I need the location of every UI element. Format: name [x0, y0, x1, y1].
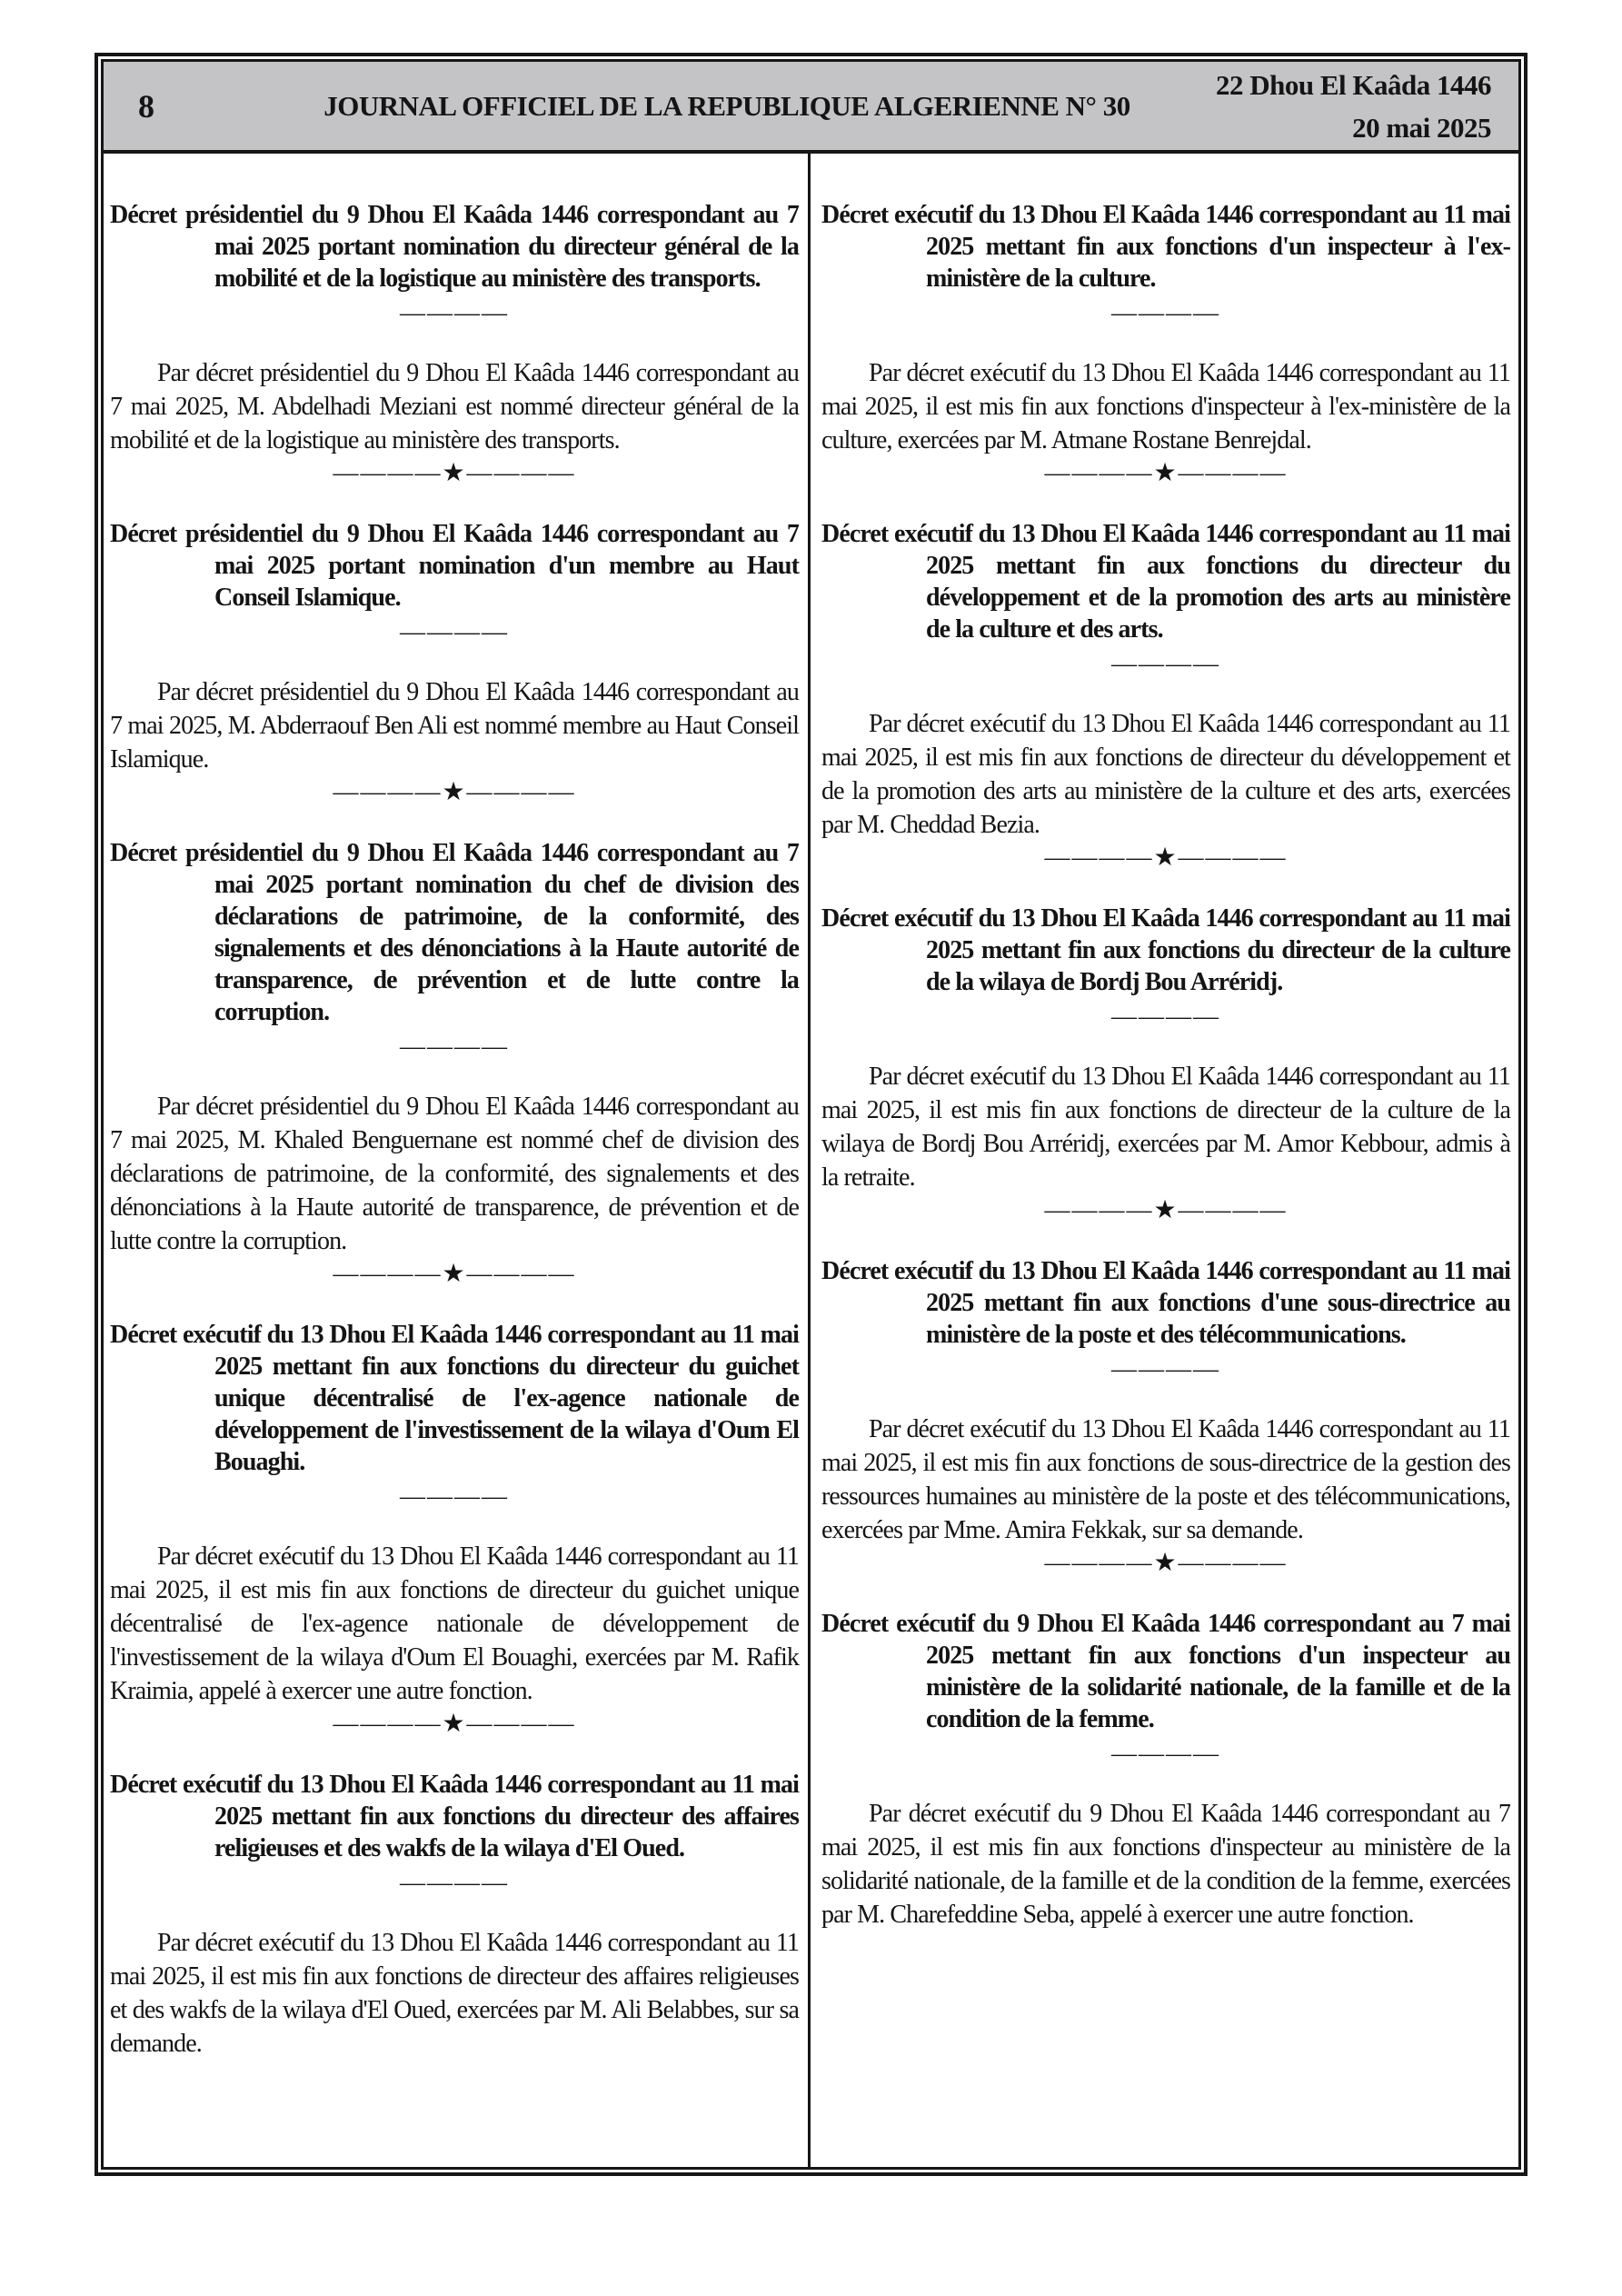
decree-body: Par décret exécutif du 13 Dhou El Kaâda 1446 correspondant au 11 mai 2025, il est mis fin aux fonctions de directeur de la culture de la wilaya de Bordj Bou Arréridj, exercées par M. Amor Kebbour, admis à la retraite.	[821, 1063, 1510, 1192]
decree-body: Par décret exécutif du 13 Dhou El Kaâda 1446 correspondant au 11 mai 2025, il est mis fin aux fonctions d'inspecteur à l'ex-ministère de la culture, exercées par M. Atmane Rostane Benrejdal.	[821, 359, 1510, 454]
journal-title: JOURNAL OFFICIEL DE LA REPUBLIQUE ALGERIENNE N° 30	[323, 89, 1130, 122]
decree-title: Décret présidentiel du 9 Dhou El Kaâda 1446 correspondant au 7 mai 2025 portant nomination d'un membre au Haut Conseil Islamique.	[110, 520, 799, 612]
page-inner-frame	[101, 59, 1521, 2170]
dash-separator: ————	[400, 618, 509, 646]
column-left	[110, 154, 799, 2167]
star-separator: ————★————	[1044, 844, 1288, 872]
page-number: 8	[138, 87, 154, 125]
decree-body: Par décret présidentiel du 9 Dhou El Kaâda 1446 correspondant au 7 mai 2025, M. Abdelhadi Meziani est nommé directeur général de la mobilité et de la logistique au ministère des transports.	[110, 359, 799, 454]
date-hijri: 22 Dhou El Kaâda 1446	[1215, 68, 1491, 101]
decree-title: Décret exécutif du 13 Dhou El Kaâda 1446 correspondant au 11 mai 2025 mettant fin aux fonctions du directeur du développement et de la promotion des arts au ministère de la culture et des arts.	[821, 520, 1510, 644]
decree-title: Décret exécutif du 13 Dhou El Kaâda 1446 correspondant au 11 mai 2025 mettant fin aux fonctions d'un inspecteur à l'ex-ministère de la culture.	[821, 201, 1510, 293]
star-separator: ————★————	[333, 459, 576, 487]
star-separator: ————★————	[333, 1260, 576, 1288]
star-separator: ————★————	[1044, 1196, 1288, 1224]
star-separator: ————★————	[1044, 459, 1288, 487]
column-divider	[808, 154, 811, 2167]
decree-body: Par décret exécutif du 9 Dhou El Kaâda 1446 correspondant au 7 mai 2025, il est mis fin aux fonctions d'inspecteur au ministère de la solidarité nationale, de la famille et de la condition de la femme, exercées par M. Charefeddine Seba, appelé à exercer une autre fonction.	[821, 1800, 1510, 1929]
dash-separator: ————	[1111, 299, 1220, 327]
column-right	[821, 154, 1510, 2167]
dash-separator: ————	[400, 1482, 509, 1511]
decree-title: Décret exécutif du 13 Dhou El Kaâda 1446 correspondant au 11 mai 2025 mettant fin aux fonctions du directeur du guichet unique décentralisé de l'ex-agence nationale de développement de l'investissement de la wilaya d'Oum El Bouaghi.	[110, 1321, 799, 1476]
dash-separator: ————	[1111, 650, 1220, 678]
page-body	[104, 154, 1518, 2167]
decree-body: Par décret présidentiel du 9 Dhou El Kaâda 1446 correspondant au 7 mai 2025, M. Abderraouf Ben Ali est nommé membre au Haut Conseil Islamique.	[110, 678, 799, 774]
decree-body: Par décret exécutif du 13 Dhou El Kaâda 1446 correspondant au 11 mai 2025, il est mis fin aux fonctions de sous-directrice de la gestion des ressources humaines au ministère de la poste et des télécommunications, exercées par Mme. Amira Fekkak, sur sa demande.	[821, 1415, 1510, 1544]
dash-separator: ————	[1111, 1355, 1220, 1383]
decree-title: Décret exécutif du 13 Dhou El Kaâda 1446 correspondant au 11 mai 2025 mettant fin aux fonctions du directeur des affaires religieuses et des wakfs de la wilaya d'El Oued.	[110, 1771, 799, 1862]
decree-title: Décret exécutif du 13 Dhou El Kaâda 1446 correspondant au 11 mai 2025 mettant fin aux fonctions d'une sous-directrice au ministère de la poste et des télécommunications.	[821, 1257, 1510, 1349]
star-separator: ————★————	[1044, 1549, 1288, 1577]
decree-body: Par décret exécutif du 13 Dhou El Kaâda 1446 correspondant au 11 mai 2025, il est mis fin aux fonctions de directeur du guichet unique décentralisé de l'ex-agence nationale de développement de l'investissement de la wilaya d'Oum El Bouaghi, exercées par M. Rafik Kraimia, appelé à exercer une autre fonction.	[110, 1542, 799, 1705]
dash-separator: ————	[1111, 1003, 1220, 1031]
decree-title: Décret présidentiel du 9 Dhou El Kaâda 1446 correspondant au 7 mai 2025 portant nomination du directeur général de la mobilité et de la logistique au ministère des transports.	[110, 201, 799, 293]
date-gregorian: 20 mai 2025	[1352, 111, 1491, 144]
star-separator: ————★————	[333, 1710, 576, 1738]
page-frame	[95, 53, 1527, 2176]
decree-body: Par décret exécutif du 13 Dhou El Kaâda 1446 correspondant au 11 mai 2025, il est mis fin aux fonctions de directeur des affaires religieuses et des wakfs de la wilaya d'El Oued, exercées par M. Ali Belabbes, sur sa demande.	[110, 1929, 799, 2058]
decree-title: Décret présidentiel du 9 Dhou El Kaâda 1446 correspondant au 7 mai 2025 portant nomination du chef de division des déclarations de patrimoine, de la conformité, des signalements et des dénonciations à la Haute autorité de transparence, de prévention et de lutte contre la corruption.	[110, 839, 799, 1026]
page-header	[104, 62, 1518, 154]
header-dates	[1216, 64, 1491, 149]
decree-body: Par décret présidentiel du 9 Dhou El Kaâda 1446 correspondant au 7 mai 2025, M. Khaled Benguernane est nommé chef de division des déclarations de patrimoine, de la conformité, des signalements et des dénonciations à la Haute autorité de transparence, de prévention et de lutte contre la corruption.	[110, 1093, 799, 1255]
decree-body: Par décret exécutif du 13 Dhou El Kaâda 1446 correspondant au 11 mai 2025, il est mis fin aux fonctions de directeur du développement et de la promotion des arts au ministère de la culture et des arts, exercées par M. Cheddad Bezia.	[821, 710, 1510, 839]
decree-title: Décret exécutif du 13 Dhou El Kaâda 1446 correspondant au 11 mai 2025 mettant fin aux fonctions du directeur de la culture de la wilaya de Bordj Bou Arréridj.	[821, 904, 1510, 996]
decree-title: Décret exécutif du 9 Dhou El Kaâda 1446 correspondant au 7 mai 2025 mettant fin aux fonctions d'un inspecteur au ministère de la solidarité nationale, de la famille et de la condition de la femme.	[821, 1610, 1510, 1733]
dash-separator: ————	[400, 299, 509, 327]
star-separator: ————★————	[333, 778, 576, 806]
dash-separator: ————	[400, 1869, 509, 1897]
dash-separator: ————	[1111, 1740, 1220, 1768]
dash-separator: ————	[400, 1033, 509, 1061]
